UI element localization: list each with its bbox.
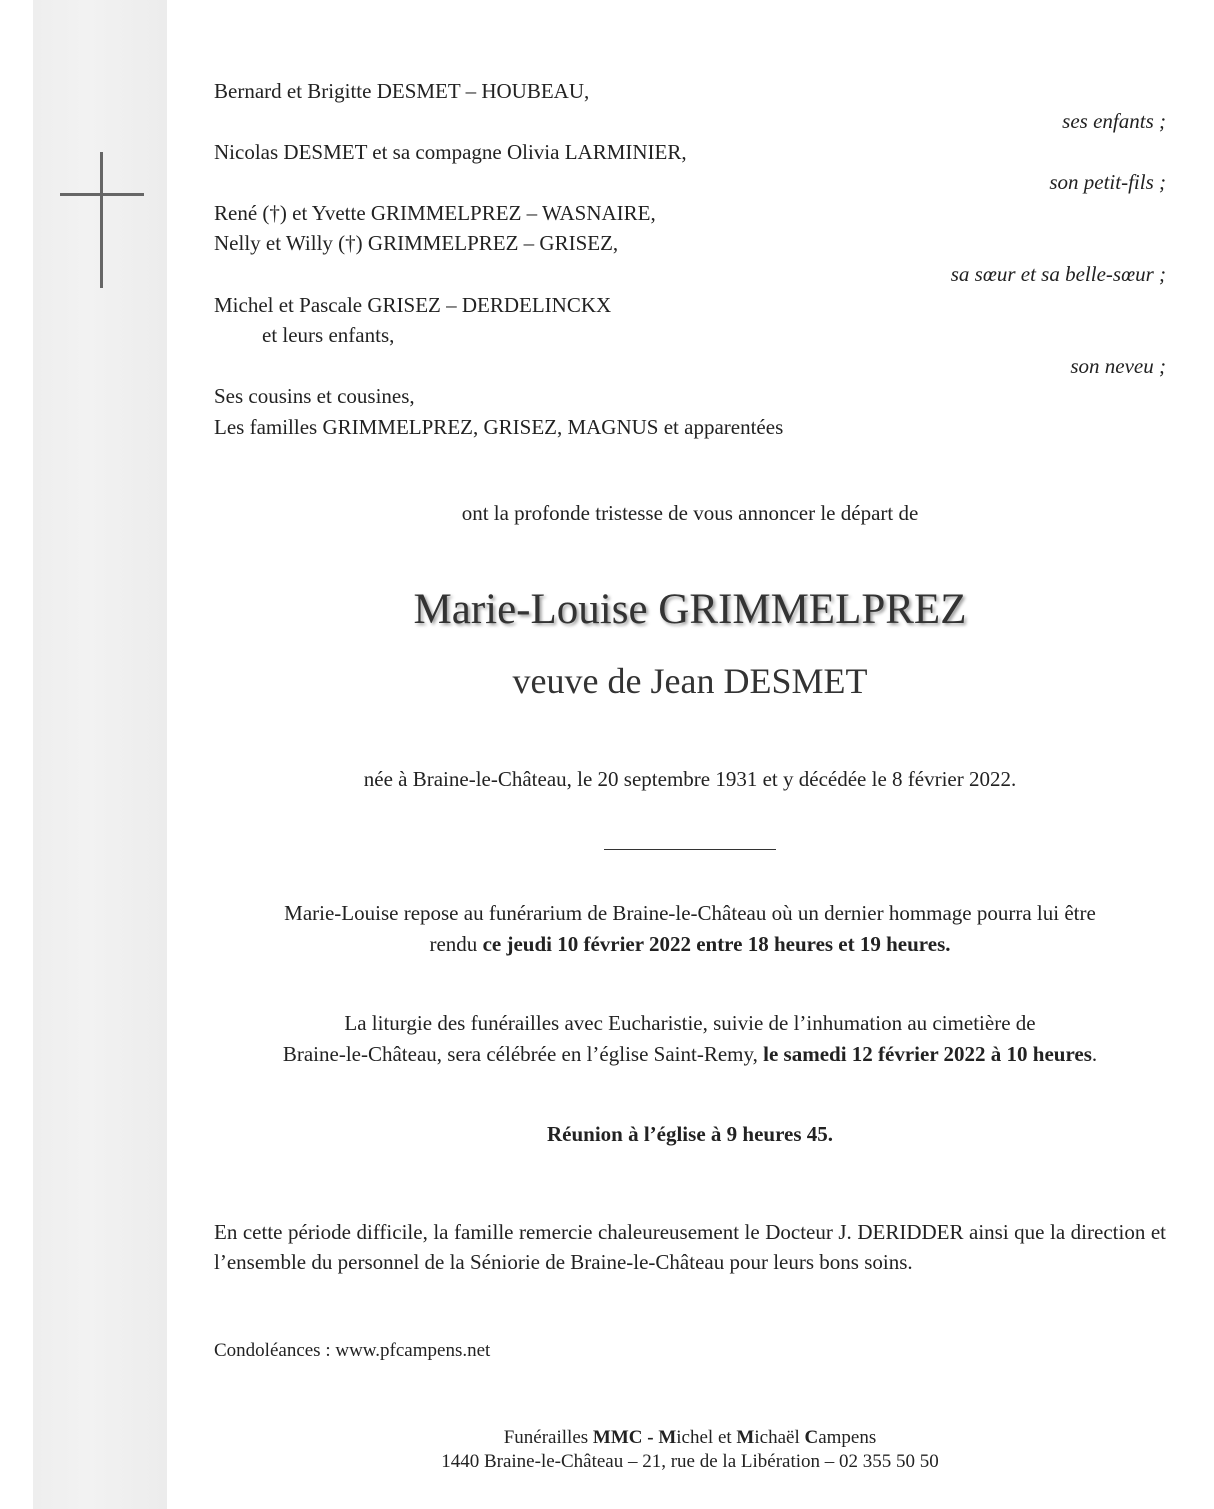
widow-of: veuve de Jean DESMET	[512, 661, 868, 701]
family-line: Nelly et Willy (†) GRIMMELPREZ – GRISEZ,	[214, 231, 619, 255]
family-line: Ses cousins et cousines,	[214, 384, 415, 408]
announcement: ont la profonde tristesse de vous annoncer le départ de	[461, 501, 919, 525]
condolences: Condoléances : www.pfcampens.net	[214, 1340, 491, 1361]
relation-label: son petit-fils ;	[1049, 170, 1166, 194]
family-line: René (†) et Yvette GRIMMELPREZ – WASNAIRE,	[214, 201, 656, 225]
birth-death-dates: née à Braine-le-Château, le 20 septembre 1931 et y décédée le 8 février 2022.	[363, 767, 1017, 791]
deceased-name: Marie-Louise GRIMMELPREZ	[413, 586, 967, 633]
thanks-paragraph: En cette période difficile, la famille remercie chaleureusement le Docteur J. DERIDDER ainsi que la direction et l’ensemble du personnel de la Séniorie de Braine-le-Château pour leurs bons soins.	[214, 1220, 1166, 1274]
cross-icon	[60, 152, 144, 288]
repose-line: rendu ce jeudi 10 février 2022 entre 18 heures et 19 heures.	[429, 932, 951, 956]
family-line: Nicolas DESMET et sa compagne Olivia LARMINIER,	[214, 140, 687, 164]
family-line: et leurs enfants,	[262, 323, 395, 347]
family-line: Bernard et Brigitte DESMET – HOUBEAU,	[214, 79, 590, 103]
relation-label: son neveu ;	[1070, 354, 1166, 378]
liturgy-line: Braine-le-Château, sera célébrée en l’église Saint-Remy, le samedi 12 février 2022 à 10 heures.	[282, 1042, 1098, 1066]
repose-line: Marie-Louise repose au funérarium de Braine-le-Château où un dernier hommage pourra lui être	[284, 901, 1096, 925]
relation-label: ses enfants ;	[1062, 109, 1166, 133]
divider	[604, 849, 776, 850]
meeting-time: Réunion à l’église à 9 heures 45.	[546, 1122, 834, 1146]
funeral-home-name: Funérailles MMC - Michel et Michaël Campens	[503, 1427, 877, 1448]
funeral-home-address: 1440 Braine-le-Château – 21, rue de la Libération – 02 355 50 50	[441, 1451, 939, 1472]
family-line: Michel et Pascale GRISEZ – DERDELINCKX	[214, 293, 612, 317]
family-line: Les familles GRIMMELPREZ, GRISEZ, MAGNUS et apparentées	[214, 415, 784, 439]
relation-label: sa sœur et sa belle-sœur ;	[950, 262, 1166, 286]
liturgy-line: La liturgie des funérailles avec Eucharistie, suivie de l’inhumation au cimetière de	[344, 1011, 1036, 1035]
